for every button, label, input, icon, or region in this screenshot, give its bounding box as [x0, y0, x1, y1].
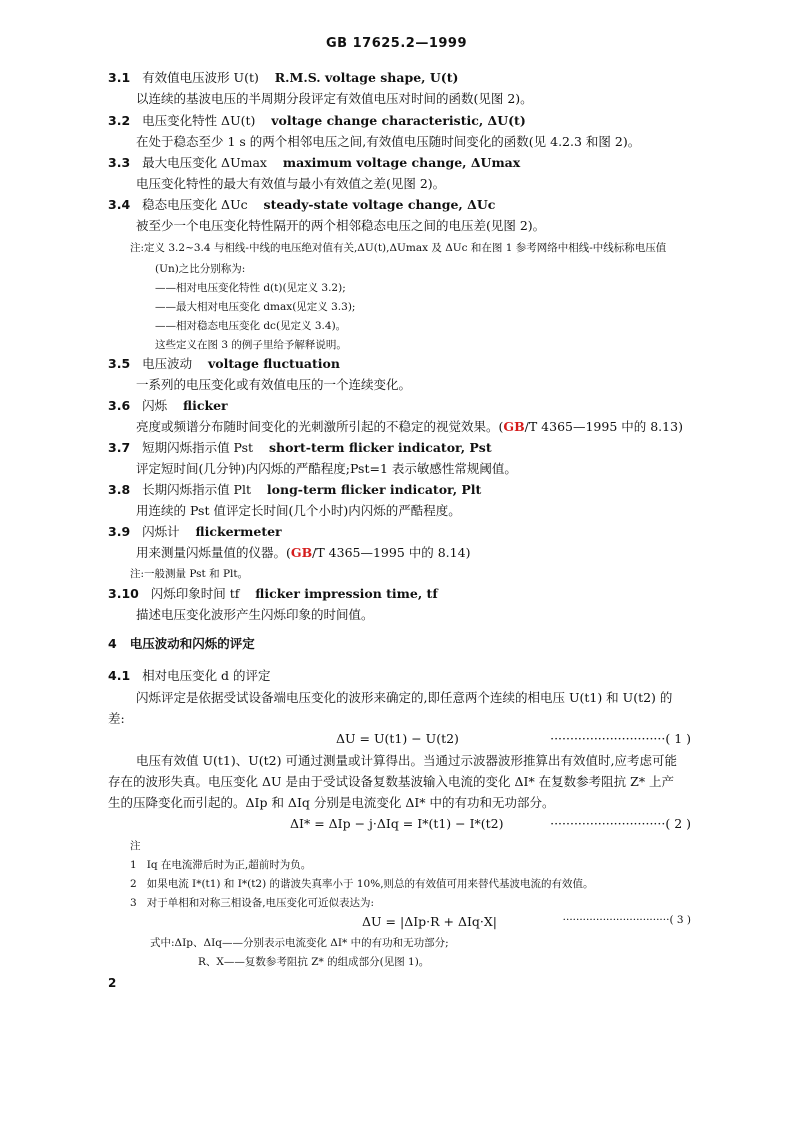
def-3-3-desc: 电压变化特性的最大有效值与最小有效值之差(见图 2)。: [136, 176, 446, 191]
where-line-2: R、X——复数参考阻抗 Z* 的组成部分(见图 1)。: [198, 956, 430, 968]
note-item-3: [130, 895, 374, 911]
gb-standard-link[interactable]: GB: [503, 419, 525, 434]
def-3-2-title: [108, 113, 526, 129]
def-3-7-term: 短期闪烁指示值 Pst: [142, 440, 254, 455]
page-header: GB 17625.2—1999: [326, 36, 467, 51]
sub-4-1-para2-line3: 生的压降变化而引起的。ΔIp 和 ΔIq 分别是电流变化 ΔI* 中的有功和无功部分。: [108, 795, 555, 810]
section-4-heading: [108, 636, 255, 652]
notes-label: 注: [130, 840, 141, 852]
def-3-8-english: long-term flicker indicator, Plt: [266, 482, 482, 497]
def-3-1-title: [108, 70, 458, 86]
note-item-2-text: 如果电流 I*(t1) 和 I*(t2) 的谐波失真率小于 10%,则总的有效值可用来替代基波电流的有效值。: [146, 878, 594, 890]
def-3-2-term: 电压变化特性 ΔU(t): [142, 113, 256, 128]
note-item-2: [130, 876, 594, 892]
def-3-7-english: short-term flicker indicator, Pst: [268, 440, 492, 455]
def-3-3-term: 最大电压变化 ΔUmax: [142, 155, 267, 170]
note-3-4-line4: ——最大相对电压变化 dmax(见定义 3.3);: [155, 301, 356, 313]
def-3-9-number: 3.9: [108, 524, 131, 539]
note-3-4-line3: ——相对电压变化特性 d(t)(见定义 3.2);: [155, 282, 346, 294]
def-3-9-desc-text: 用来测量闪烁量值的仪器。(: [136, 545, 291, 560]
def-3-3-title: [108, 155, 520, 171]
equation-1: ΔU = U(t1) − U(t2): [336, 731, 459, 746]
def-3-9-title: [108, 524, 282, 540]
def-3-7-desc: 评定短时间(几分钟)内闪烁的严酷程度;Pst=1 表示敏感性常规阈值。: [136, 461, 517, 476]
note-item-2-number: 2: [130, 878, 137, 890]
sub-4-1-heading: [108, 668, 271, 684]
def-3-9-english: flickermeter: [195, 524, 282, 539]
where-line-1: 式中:ΔIp、ΔIq——分别表示电流变化 ΔI* 中的有功和无功部分;: [150, 937, 449, 949]
def-3-3-english: maximum voltage change, ΔUmax: [282, 155, 521, 170]
def-3-9-desc: [136, 545, 470, 561]
def-3-5-term: 电压波动: [142, 356, 193, 371]
def-3-10-term: 闪烁印象时间 tf: [150, 586, 240, 601]
def-3-8-title: [108, 482, 481, 498]
def-3-5-english: voltage fluctuation: [208, 356, 340, 371]
note-item-3-number: 3: [130, 897, 137, 909]
def-3-6-number: 3.6: [108, 398, 131, 413]
equation-3: ΔU = |ΔIp·R + ΔIq·X|: [362, 914, 498, 929]
def-3-9-term: 闪烁计: [142, 524, 180, 539]
def-3-8-number: 3.8: [108, 482, 131, 497]
def-3-4-term: 稳态电压变化 ΔUc: [142, 197, 248, 212]
def-3-4-title: [108, 197, 495, 213]
def-3-6-term: 闪烁: [142, 398, 168, 413]
sub-4-1-number: 4.1: [108, 668, 131, 683]
section-4-number: 4: [108, 636, 117, 651]
def-3-5-desc: 一系列的电压变化或有效值电压的一个连续变化。: [136, 377, 412, 392]
sub-4-1-para1-line2: 差:: [108, 711, 125, 726]
def-3-10-number: 3.10: [108, 586, 139, 601]
section-4-title: 电压波动和闪烁的评定: [129, 636, 255, 651]
note-3-4-line6: 这些定义在图 3 的例子里给予解释说明。: [155, 339, 347, 351]
def-3-6-title: [108, 398, 228, 414]
def-3-2-english: voltage change characteristic, ΔU(t): [271, 113, 526, 128]
def-3-3-number: 3.3: [108, 155, 131, 170]
sub-4-1-para2-line1: 电压有效值 U(t1)、U(t2) 可通过测量或计算得出。当通过示波器波形推算出有效值时,应考虑可能: [136, 753, 677, 768]
def-3-10-english: flicker impression time, tf: [255, 586, 438, 601]
note-3-4-line1: 注:定义 3.2~3.4 与相线-中线的电压绝对值有关,ΔU(t),ΔUmax 及 ΔUc 和在图 1 参考网络中相线-中线标称电压值: [130, 242, 667, 254]
sub-4-1-para2-line2: 存在的波形失真。电压变化 ΔU 是由于受试设备复数基波输入电流的变化 ΔI* 在复数参考阻抗 Z* 上产: [108, 774, 675, 789]
note-3-4-line2: (Un)之比分别称为:: [155, 263, 246, 275]
page-number: 2: [108, 976, 117, 990]
def-3-1-desc: 以连续的基波电压的半周期分段评定有效值电压对时间的函数(见图 2)。: [136, 91, 533, 106]
def-3-8-desc: 用连续的 Pst 值评定长时间(几个小时)内闪烁的严酷程度。: [136, 503, 461, 518]
def-3-6-desc: [136, 419, 683, 435]
def-3-8-term: 长期闪烁指示值 Plt: [142, 482, 251, 497]
note-item-1: [130, 857, 311, 873]
note-item-1-text: Iq 在电流滞后时为正,超前时为负。: [146, 859, 312, 871]
def-3-7-title: [108, 440, 492, 456]
def-3-4-desc: 被至少一个电压变化特性隔开的两个相邻稳态电压之间的电压差(见图 2)。: [136, 218, 546, 233]
sub-4-1-title: 相对电压变化 d 的评定: [142, 668, 271, 683]
def-3-6-desc-ref: /T 4365—1995 中的 8.13): [524, 419, 683, 434]
def-3-1-english: R.M.S. voltage shape, U(t): [274, 70, 459, 85]
def-3-10-title: [108, 586, 438, 602]
def-3-1-number: 3.1: [108, 70, 131, 85]
def-3-9-desc-ref: /T 4365—1995 中的 8.14): [312, 545, 471, 560]
def-3-2-desc: 在处于稳态至少 1 s 的两个相邻电压之间,有效值电压随时间变化的函数(见 4.2.3 和图 2)。: [136, 134, 641, 149]
def-3-5-number: 3.5: [108, 356, 131, 371]
equation-3-number: ································( 3 ): [562, 914, 691, 926]
def-3-4-english: steady-state voltage change, ΔUc: [263, 197, 496, 212]
note-item-1-number: 1: [130, 859, 137, 871]
def-3-2-number: 3.2: [108, 113, 131, 128]
def-3-6-desc-text: 亮度或频谱分布随时间变化的光刺激所引起的不稳定的视觉效果。(: [136, 419, 504, 434]
equation-2-number: ·····························( 2 ): [550, 816, 691, 831]
def-3-1-term: 有效值电压波形 U(t): [142, 70, 259, 85]
def-3-7-number: 3.7: [108, 440, 131, 455]
def-3-10-desc: 描述电压变化波形产生闪烁印象的时间值。: [136, 607, 374, 622]
equation-2: ΔI* = ΔIp − j·ΔIq = I*(t1) − I*(t2): [290, 816, 504, 831]
sub-4-1-para1-line1: 闪烁评定是依据受试设备端电压变化的波形来确定的,即任意两个连续的相电压 U(t1) 和 U(t2) 的: [136, 690, 673, 705]
def-3-5-title: [108, 356, 340, 372]
def-3-6-english: flicker: [183, 398, 228, 413]
gb-standard-link[interactable]: GB: [290, 545, 313, 560]
equation-1-number: ·····························( 1 ): [550, 731, 691, 746]
def-3-4-number: 3.4: [108, 197, 131, 212]
def-3-9-note: 注:一般测量 Pst 和 Plt。: [130, 568, 249, 580]
note-3-4-line5: ——相对稳态电压变化 dc(见定义 3.4)。: [155, 320, 347, 332]
note-item-3-text: 对于单相和对称三相设备,电压变化可近似表达为:: [146, 897, 375, 909]
